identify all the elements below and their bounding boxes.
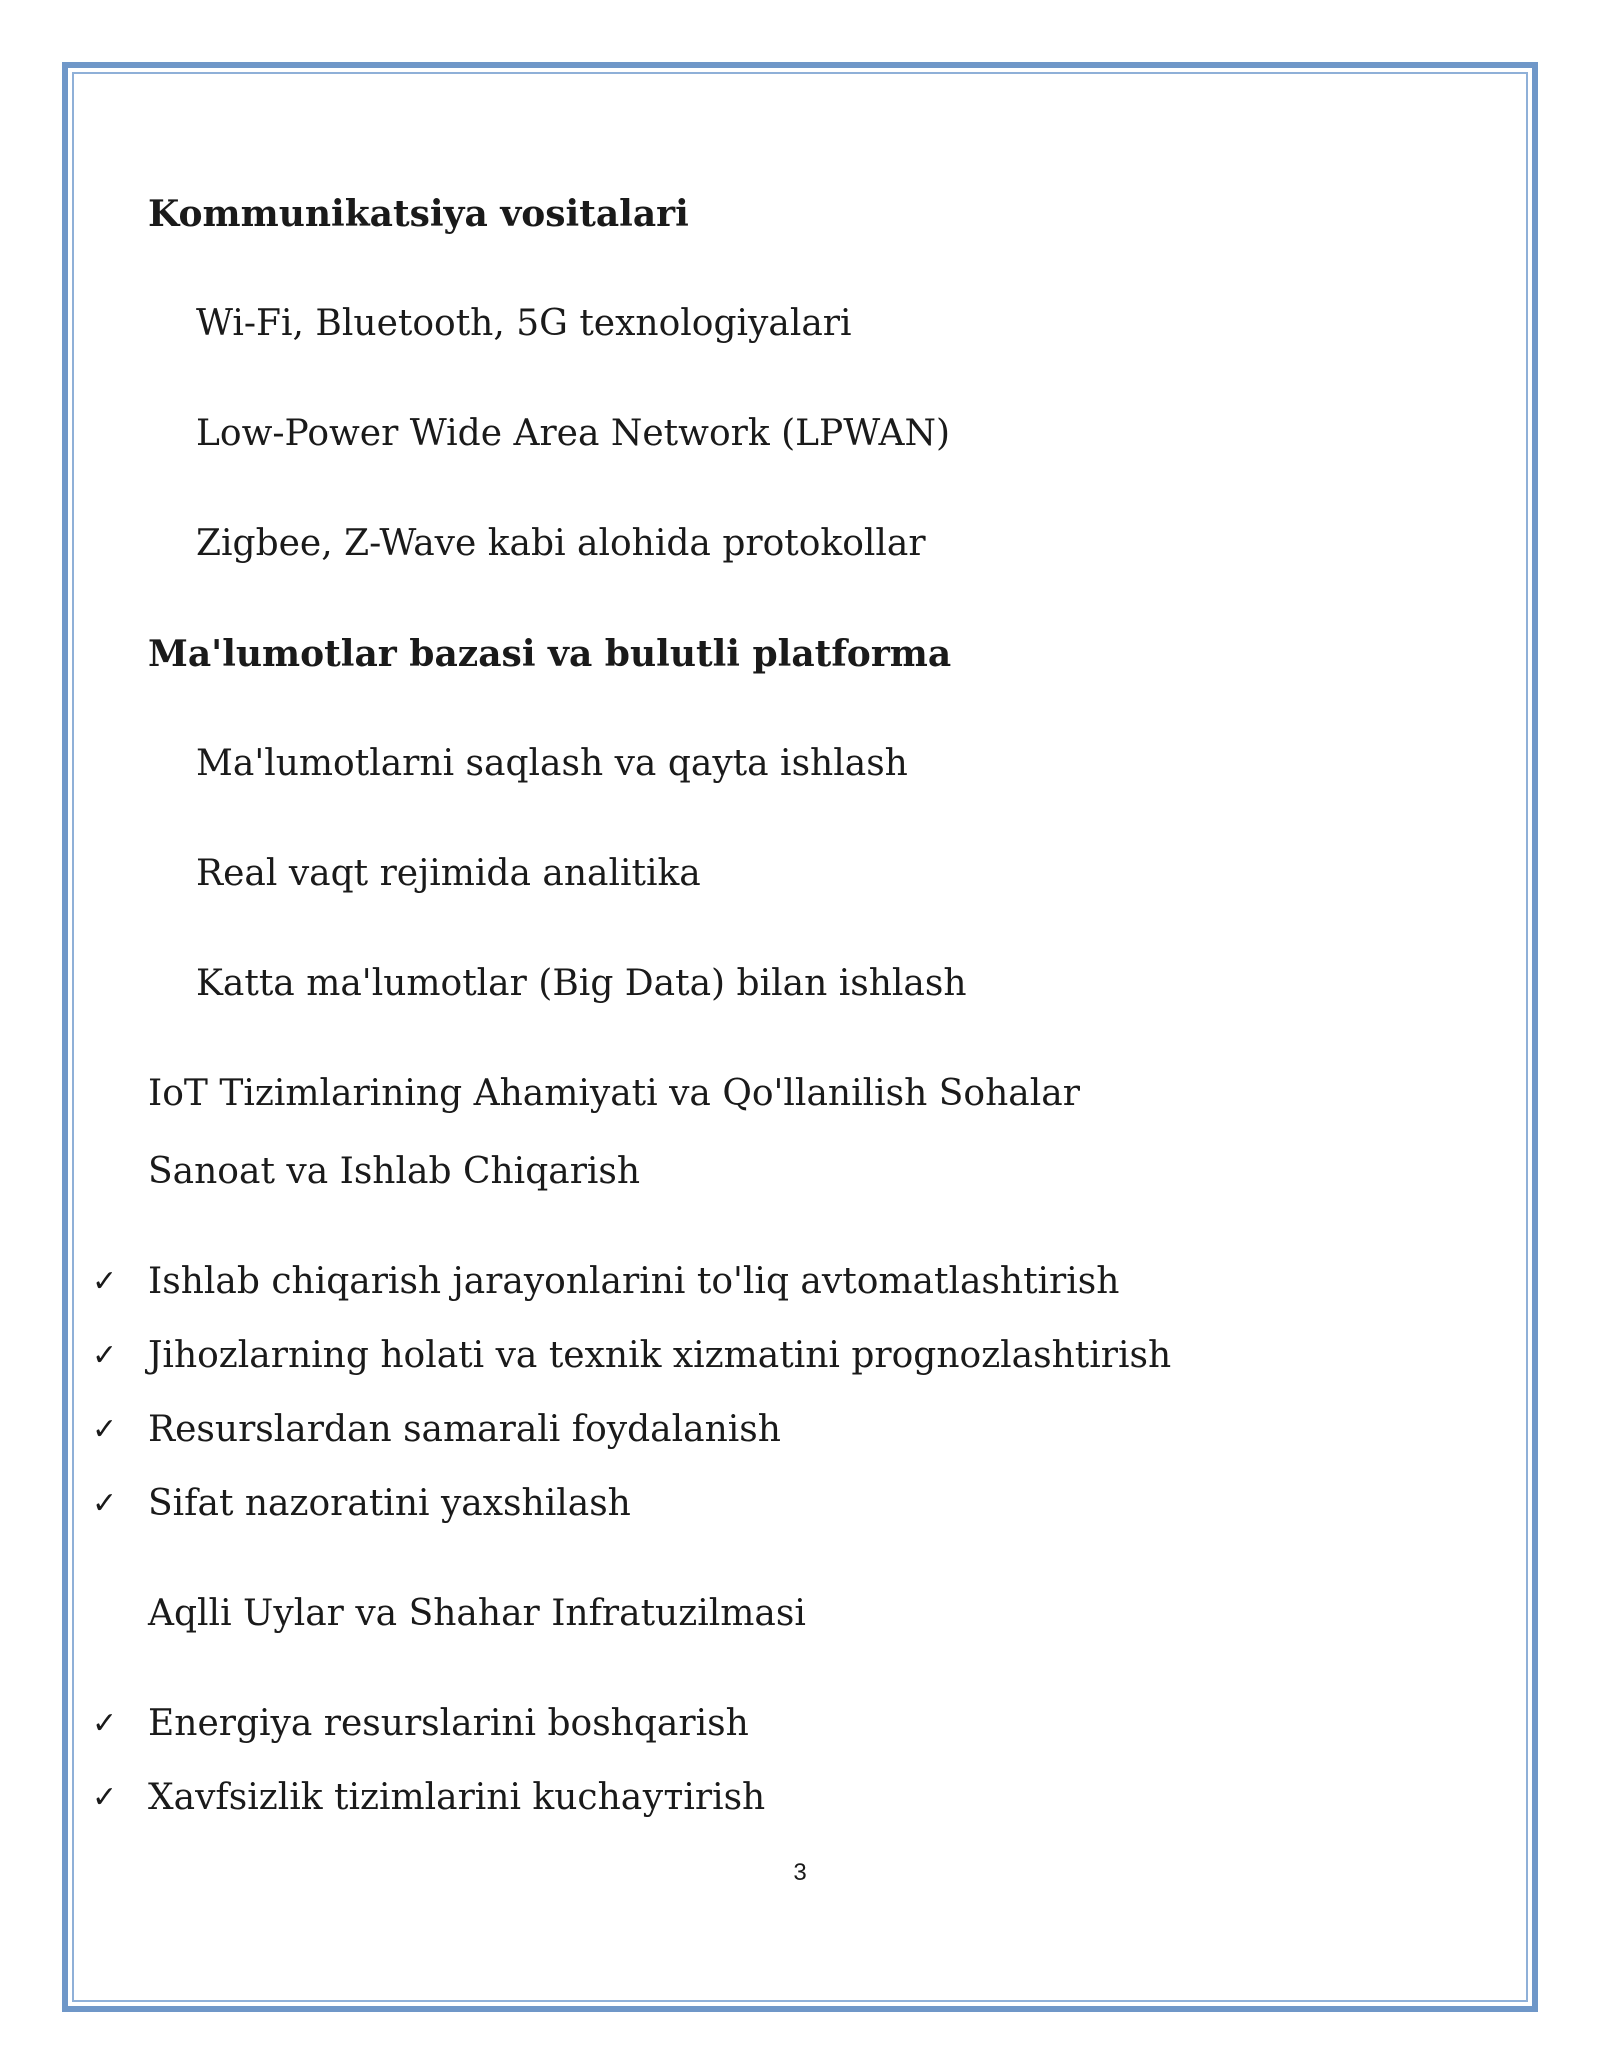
communication-heading: Kommunikatsiya vositalari bbox=[148, 193, 689, 235]
check-mark-icon: ✓ bbox=[92, 1338, 118, 1373]
database-item-analytics: Real vaqt rejimida analitika bbox=[196, 853, 701, 894]
database-item-storage: Ma'lumotlarni saqlash va qayta ishlash bbox=[196, 743, 908, 784]
communication-item-lpwan: Low-Power Wide Area Network (LPWAN) bbox=[196, 413, 951, 454]
industry-check-text: Resurslardan samarali foydalanish bbox=[148, 1409, 781, 1450]
communication-item-zigbee: Zigbee, Z-Wave kabi alohida protokollar bbox=[196, 523, 926, 564]
smart-home-title: Aqlli Uylar va Shahar Infratuzilmasi bbox=[148, 1593, 806, 1634]
check-mark-icon: ✓ bbox=[92, 1486, 118, 1521]
check-mark-icon: ✓ bbox=[92, 1412, 118, 1447]
check-mark-icon: ✓ bbox=[92, 1706, 118, 1741]
smart-home-check-text: Energiya resurslarini boshqarish bbox=[148, 1703, 749, 1744]
page-number: 3 bbox=[793, 1859, 807, 1886]
industry-check-text: Jihozlarning holati va texnik xizmatini prognozlashtirish bbox=[148, 1335, 1172, 1376]
database-heading: Ma'lumotlar bazasi va bulutli platforma bbox=[148, 633, 952, 675]
industry-check-text: Sifat nazoratini yaxshilash bbox=[148, 1483, 631, 1524]
communication-item-wifi: Wi-Fi, Bluetooth, 5G texnologiyalari bbox=[196, 303, 852, 344]
industry-title: Sanoat va Ishlab Chiqarish bbox=[148, 1151, 641, 1192]
importance-title: IoT Tizimlarining Ahamiyati va Qo'llanilish Sohalar bbox=[148, 1073, 1080, 1114]
check-mark-icon: ✓ bbox=[92, 1264, 118, 1299]
check-mark-icon: ✓ bbox=[92, 1780, 118, 1815]
database-item-bigdata: Katta ma'lumotlar (Big Data) bilan ishlash bbox=[196, 963, 967, 1004]
smart-home-check-text: Xavfsizlik tizimlarini kuchaутirish bbox=[148, 1777, 766, 1818]
industry-check-text: Ishlab chiqarish jarayonlarini to'liq avtomatlashtirish bbox=[148, 1261, 1120, 1302]
